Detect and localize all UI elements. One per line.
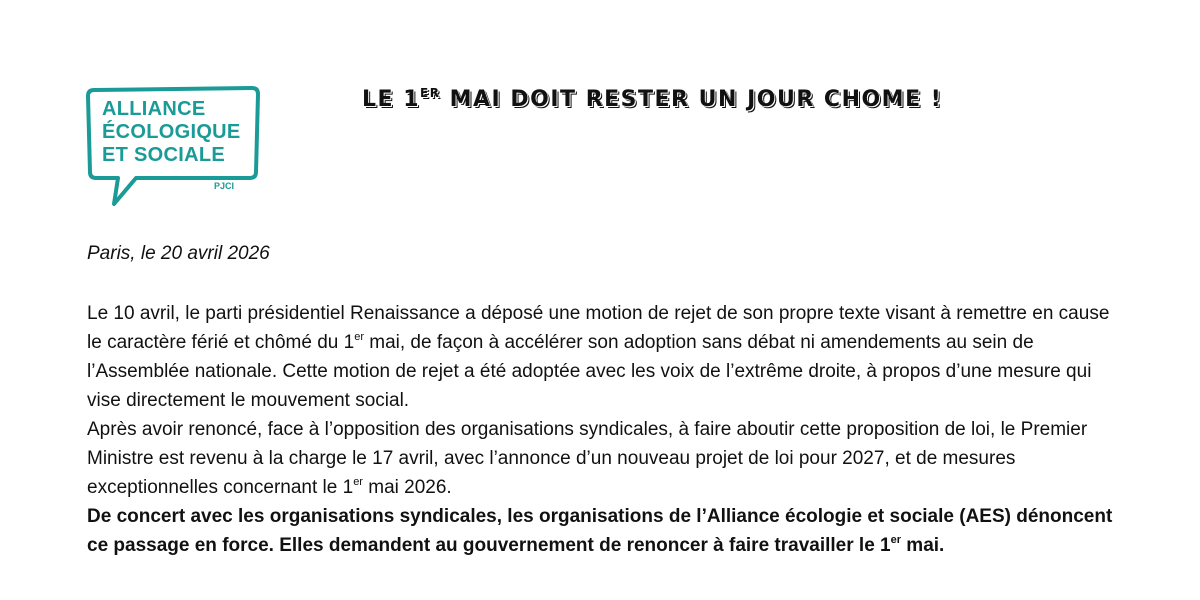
title-end: MAI DOIT RESTER UN JOUR CHOME !: [440, 87, 943, 112]
logo-line-1: ALLIANCE: [102, 98, 206, 120]
title-start: LE 1: [362, 87, 421, 112]
paragraph-3-bold: [87, 502, 1127, 560]
paragraph-2-sup: er: [353, 476, 363, 488]
paragraph-2-text-a: Après avoir renoncé, face à l’opposition des organisations syndicales, à faire aboutir cette proposition de loi, le Premier Ministre est revenu à la charge le 17 avril, avec l’annonce d’un nouveau projet de loi pour 2027, et de mesures exceptionnelles concernant le 1: [87, 419, 1088, 498]
logo-line-3: ET SOCIALE: [102, 144, 226, 166]
paragraph-3-text-b: mai.: [901, 535, 945, 556]
logo-subtitle: PJCI: [214, 181, 235, 191]
title-superscript: ER: [420, 86, 441, 100]
paragraph-1-text-b: mai, de façon à accélérer son adoption sans débat ni amendements au sein de l’Assemblée nationale. Cette motion de rejet a été adoptée avec les voix de l’extrême droite, à propos d’une mesure qui vise directement le mouvement social.: [87, 332, 1092, 411]
alliance-logo: [84, 86, 264, 208]
date-line: Paris, le 20 avril 2026: [87, 243, 270, 264]
logo-line-2: ÉCOLOGIQUE: [102, 121, 241, 143]
paragraph-2: [87, 415, 1127, 502]
paragraph-3-sup: er: [890, 534, 902, 546]
paragraph-1: [87, 299, 1127, 415]
page-title: [362, 86, 1062, 112]
paragraph-1-text-a: Le 10 avril, le parti présidentiel Renaissance a déposé une motion de rejet de son propre texte visant à remettre en cause le caractère férié et chômé du 1: [87, 303, 1110, 353]
paragraph-2-text-b: mai 2026.: [362, 477, 452, 498]
paragraph-3-text-a: De concert avec les organisations syndicales, les organisations de l’Alliance écologie et sociale (AES) dénoncent ce passage en force. Elles demandent au gouvernement de renoncer à faire travailler le 1: [87, 506, 1113, 556]
document-body: [87, 299, 1127, 560]
paragraph-1-sup: er: [354, 331, 364, 343]
